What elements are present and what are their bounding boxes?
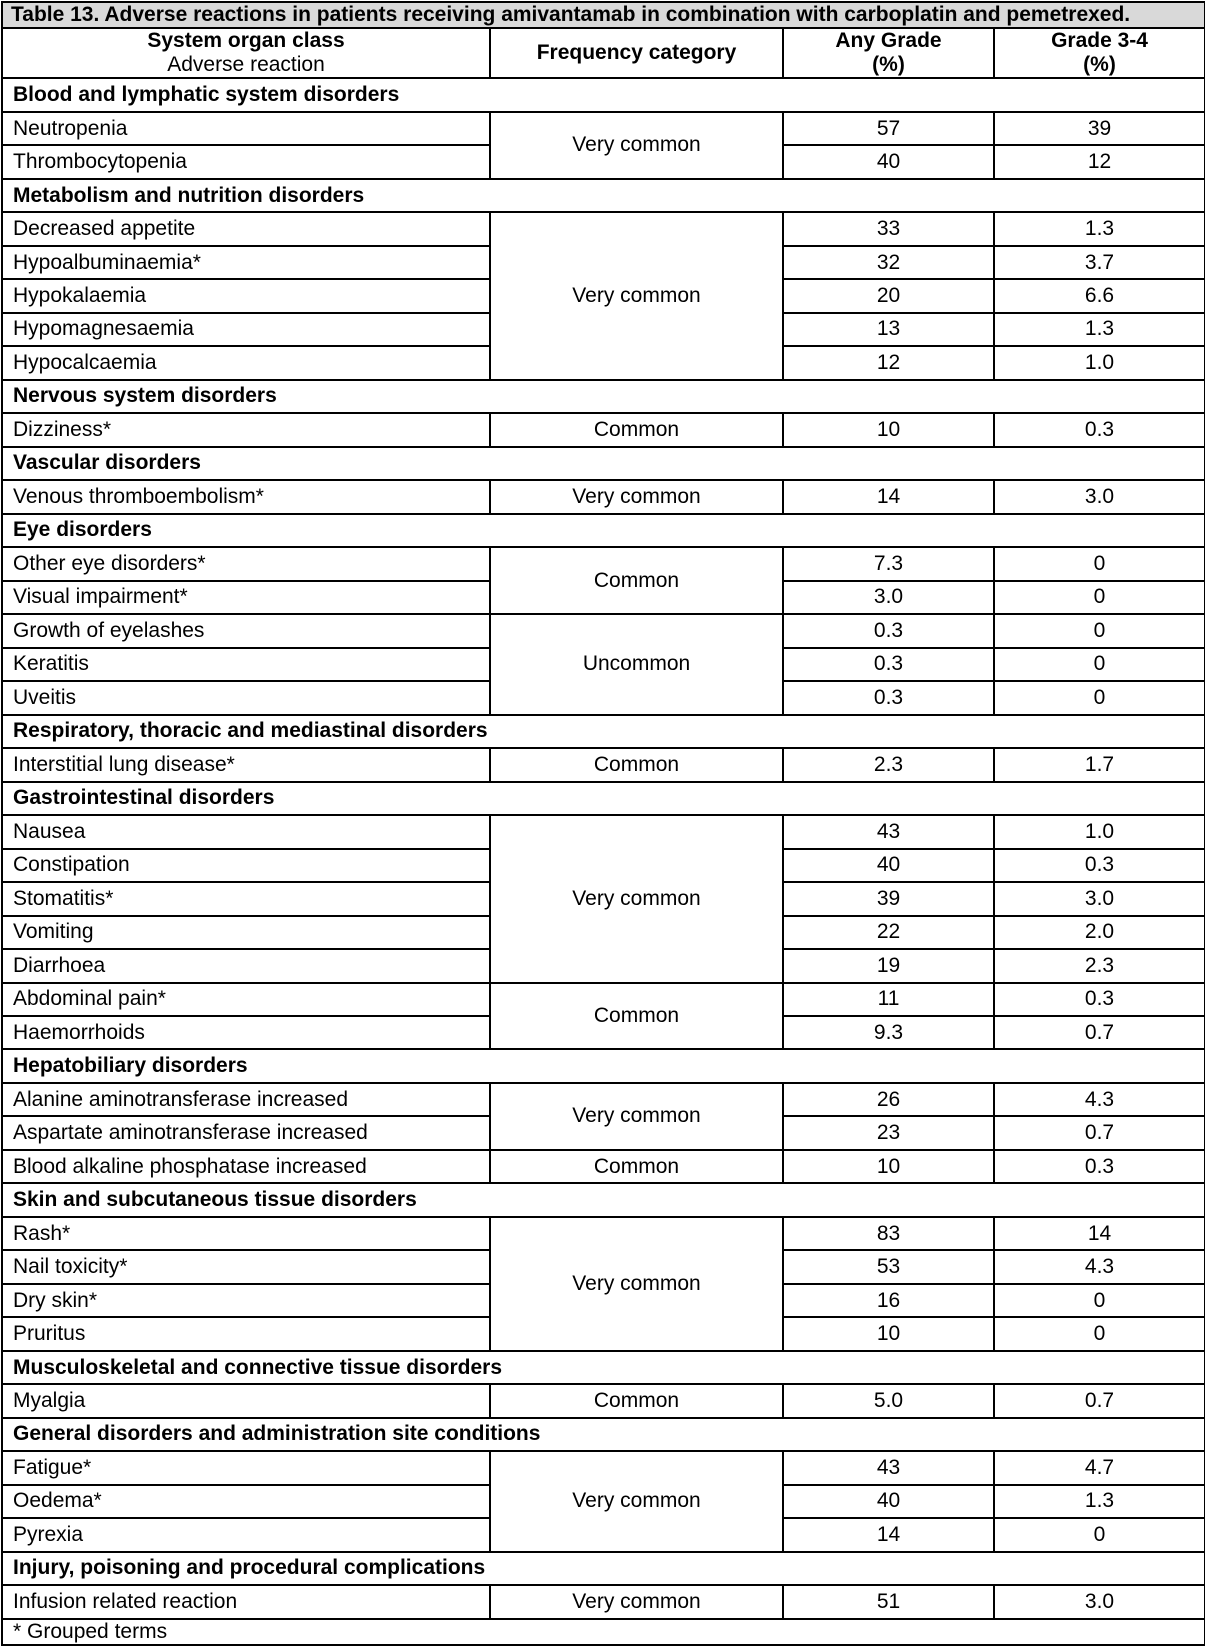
header-system-organ-class: [2, 28, 490, 78]
grade-3-4-cell: 6.6: [994, 279, 1205, 312]
table-row: [2, 212, 1205, 245]
any-grade-cell: 40: [783, 1485, 994, 1518]
any-grade-cell: 40: [783, 849, 994, 882]
grade-3-4-cell: 2.0: [994, 916, 1205, 949]
grade-3-4-cell: 0: [994, 581, 1205, 614]
frequency-cell: Common: [490, 1384, 783, 1417]
grade-3-4-cell: 39: [994, 112, 1205, 145]
any-grade-cell: 16: [783, 1284, 994, 1317]
grade-3-4-cell: 3.0: [994, 882, 1205, 915]
any-grade-cell: 39: [783, 882, 994, 915]
header-col1-line2: Adverse reaction: [167, 53, 325, 77]
grade-3-4-cell: 0.3: [994, 413, 1205, 446]
header-col1-line1: System organ class: [147, 29, 345, 53]
adverse-reaction-cell: Rash*: [2, 1217, 490, 1250]
grade-3-4-cell: 1.3: [994, 313, 1205, 346]
group-name: Metabolism and nutrition disorders: [2, 179, 1205, 212]
table-row: [2, 815, 1205, 848]
grade-3-4-cell: 3.0: [994, 1585, 1205, 1619]
group-row: [2, 782, 1205, 815]
adverse-reaction-cell: Venous thromboembolism*: [2, 480, 490, 513]
adverse-reactions-table: [1, 1, 1205, 1646]
frequency-cell: Very common: [490, 112, 783, 179]
adverse-reaction-cell: Dry skin*: [2, 1284, 490, 1317]
header-col2-text: Frequency category: [536, 41, 737, 65]
frequency-cell: Very common: [490, 212, 783, 379]
adverse-reaction-cell: Interstitial lung disease*: [2, 748, 490, 781]
adverse-reaction-cell: Pyrexia: [2, 1518, 490, 1551]
adverse-reaction-cell: Constipation: [2, 849, 490, 882]
adverse-reaction-cell: Diarrhoea: [2, 949, 490, 982]
any-grade-cell: 43: [783, 1451, 994, 1484]
group-row: [2, 447, 1205, 480]
adverse-reaction-cell: Neutropenia: [2, 112, 490, 145]
table-body: [2, 78, 1205, 1618]
header-frequency-category: [490, 28, 783, 78]
grade-3-4-cell: 2.3: [994, 949, 1205, 982]
header-col4-line1: Grade 3-4: [1051, 29, 1148, 53]
any-grade-cell: 10: [783, 413, 994, 446]
adverse-reaction-cell: Infusion related reaction: [2, 1585, 490, 1619]
group-row: [2, 1418, 1205, 1451]
frequency-cell: Common: [490, 547, 783, 614]
group-name: Eye disorders: [2, 514, 1205, 547]
group-row: [2, 1049, 1205, 1082]
any-grade-cell: 9.3: [783, 1016, 994, 1049]
grade-3-4-cell: 1.3: [994, 1485, 1205, 1518]
any-grade-cell: 43: [783, 815, 994, 848]
group-name: Nervous system disorders: [2, 380, 1205, 413]
grade-3-4-cell: 0.7: [994, 1016, 1205, 1049]
group-row: [2, 514, 1205, 547]
frequency-cell: Very common: [490, 815, 783, 982]
group-row: [2, 78, 1205, 111]
header-any-grade: [783, 28, 994, 78]
group-name: Vascular disorders: [2, 447, 1205, 480]
frequency-cell: Uncommon: [490, 614, 783, 714]
group-name: Blood and lymphatic system disorders: [2, 78, 1205, 111]
grade-3-4-cell: 4.3: [994, 1083, 1205, 1116]
adverse-reaction-cell: Aspartate aminotransferase increased: [2, 1116, 490, 1149]
any-grade-cell: 2.3: [783, 748, 994, 781]
group-name: General disorders and administration site conditions: [2, 1418, 1205, 1451]
adverse-reaction-cell: Hypocalcaemia: [2, 346, 490, 379]
adverse-reaction-cell: Decreased appetite: [2, 212, 490, 245]
adverse-reaction-cell: Uveitis: [2, 681, 490, 714]
any-grade-cell: 51: [783, 1585, 994, 1619]
header-col3-line2: (%): [872, 53, 905, 77]
grade-3-4-cell: 1.0: [994, 815, 1205, 848]
any-grade-cell: 33: [783, 212, 994, 245]
adverse-reaction-cell: Fatigue*: [2, 1451, 490, 1484]
grade-3-4-cell: 0.3: [994, 849, 1205, 882]
adverse-reaction-cell: Growth of eyelashes: [2, 614, 490, 647]
adverse-reaction-cell: Pruritus: [2, 1317, 490, 1350]
adverse-reaction-cell: Other eye disorders*: [2, 547, 490, 580]
grade-3-4-cell: 4.7: [994, 1451, 1205, 1484]
grade-3-4-cell: 0: [994, 1317, 1205, 1350]
frequency-cell: Common: [490, 1150, 783, 1183]
group-row: [2, 380, 1205, 413]
table-row: [2, 480, 1205, 513]
grade-3-4-cell: 0.3: [994, 1150, 1205, 1183]
adverse-reaction-cell: Nausea: [2, 815, 490, 848]
any-grade-cell: 83: [783, 1217, 994, 1250]
grade-3-4-cell: 12: [994, 145, 1205, 178]
any-grade-cell: 3.0: [783, 581, 994, 614]
grade-3-4-cell: 0: [994, 681, 1205, 714]
group-row: [2, 1351, 1205, 1384]
grade-3-4-cell: 3.7: [994, 246, 1205, 279]
group-row: [2, 715, 1205, 748]
table-row: [2, 1217, 1205, 1250]
adverse-reaction-cell: Hypokalaemia: [2, 279, 490, 312]
adverse-reaction-cell: Dizziness*: [2, 413, 490, 446]
any-grade-cell: 19: [783, 949, 994, 982]
table-row: [2, 112, 1205, 145]
group-name: Injury, poisoning and procedural complications: [2, 1552, 1205, 1585]
grade-3-4-cell: 0: [994, 1284, 1205, 1317]
any-grade-cell: 14: [783, 1518, 994, 1551]
grade-3-4-cell: 0: [994, 648, 1205, 681]
any-grade-cell: 13: [783, 313, 994, 346]
group-row: [2, 179, 1205, 212]
adverse-reaction-cell: Stomatitis*: [2, 882, 490, 915]
group-name: Gastrointestinal disorders: [2, 782, 1205, 815]
any-grade-cell: 10: [783, 1150, 994, 1183]
any-grade-cell: 14: [783, 480, 994, 513]
adverse-reaction-cell: Myalgia: [2, 1384, 490, 1417]
any-grade-cell: 12: [783, 346, 994, 379]
adverse-reaction-cell: Hypoalbuminaemia*: [2, 246, 490, 279]
grade-3-4-cell: 4.3: [994, 1250, 1205, 1283]
group-name: Musculoskeletal and connective tissue disorders: [2, 1351, 1205, 1384]
table-row: [2, 547, 1205, 580]
adverse-reaction-cell: Alanine aminotransferase increased: [2, 1083, 490, 1116]
header-grade-3-4: [994, 28, 1205, 78]
footnote: * Grouped terms: [2, 1619, 1205, 1645]
table-row: [2, 413, 1205, 446]
frequency-cell: Very common: [490, 1217, 783, 1351]
table-caption: Table 13. Adverse reactions in patients receiving amivantamab in combination with carboplatin and pemetrexed.: [2, 2, 1205, 28]
any-grade-cell: 26: [783, 1083, 994, 1116]
grade-3-4-cell: 1.3: [994, 212, 1205, 245]
adverse-reaction-cell: Oedema*: [2, 1485, 490, 1518]
any-grade-cell: 0.3: [783, 614, 994, 647]
table-row: [2, 1384, 1205, 1417]
group-name: Respiratory, thoracic and mediastinal disorders: [2, 715, 1205, 748]
frequency-cell: Very common: [490, 1585, 783, 1619]
any-grade-cell: 57: [783, 112, 994, 145]
adverse-reaction-cell: Vomiting: [2, 916, 490, 949]
group-row: [2, 1183, 1205, 1216]
footnote-row: [2, 1619, 1205, 1645]
any-grade-cell: 40: [783, 145, 994, 178]
table-row: [2, 983, 1205, 1016]
grade-3-4-cell: 0.7: [994, 1116, 1205, 1149]
frequency-cell: Very common: [490, 1451, 783, 1551]
grade-3-4-cell: 0.3: [994, 983, 1205, 1016]
any-grade-cell: 0.3: [783, 648, 994, 681]
table-row: [2, 1083, 1205, 1116]
frequency-cell: Common: [490, 748, 783, 781]
grade-3-4-cell: 0: [994, 547, 1205, 580]
table-row: [2, 1585, 1205, 1619]
grade-3-4-cell: 0: [994, 1518, 1205, 1551]
any-grade-cell: 10: [783, 1317, 994, 1350]
any-grade-cell: 20: [783, 279, 994, 312]
grade-3-4-cell: 1.7: [994, 748, 1205, 781]
table-row: [2, 748, 1205, 781]
frequency-cell: Common: [490, 413, 783, 446]
group-name: Hepatobiliary disorders: [2, 1049, 1205, 1082]
adverse-reaction-cell: Keratitis: [2, 648, 490, 681]
frequency-cell: Very common: [490, 1083, 783, 1150]
any-grade-cell: 22: [783, 916, 994, 949]
adverse-reaction-cell: Nail toxicity*: [2, 1250, 490, 1283]
table-row: [2, 1451, 1205, 1484]
any-grade-cell: 53: [783, 1250, 994, 1283]
column-header-row: [2, 28, 1205, 78]
grade-3-4-cell: 1.0: [994, 346, 1205, 379]
adverse-reaction-cell: Visual impairment*: [2, 581, 490, 614]
adverse-reaction-cell: Hypomagnesaemia: [2, 313, 490, 346]
any-grade-cell: 32: [783, 246, 994, 279]
grade-3-4-cell: 14: [994, 1217, 1205, 1250]
table-row: [2, 1150, 1205, 1183]
grade-3-4-cell: 0.7: [994, 1384, 1205, 1417]
frequency-cell: Common: [490, 983, 783, 1050]
frequency-cell: Very common: [490, 480, 783, 513]
table-caption-row: [2, 2, 1205, 28]
grade-3-4-cell: 0: [994, 614, 1205, 647]
adverse-reaction-cell: Thrombocytopenia: [2, 145, 490, 178]
any-grade-cell: 23: [783, 1116, 994, 1149]
group-row: [2, 1552, 1205, 1585]
grade-3-4-cell: 3.0: [994, 480, 1205, 513]
any-grade-cell: 0.3: [783, 681, 994, 714]
adverse-reaction-cell: Blood alkaline phosphatase increased: [2, 1150, 490, 1183]
header-col4-line2: (%): [1083, 53, 1116, 77]
header-col3-line1: Any Grade: [835, 29, 942, 53]
adverse-reaction-cell: Abdominal pain*: [2, 983, 490, 1016]
group-name: Skin and subcutaneous tissue disorders: [2, 1183, 1205, 1216]
adverse-reaction-cell: Haemorrhoids: [2, 1016, 490, 1049]
any-grade-cell: 5.0: [783, 1384, 994, 1417]
table-row: [2, 614, 1205, 647]
any-grade-cell: 11: [783, 983, 994, 1016]
any-grade-cell: 7.3: [783, 547, 994, 580]
